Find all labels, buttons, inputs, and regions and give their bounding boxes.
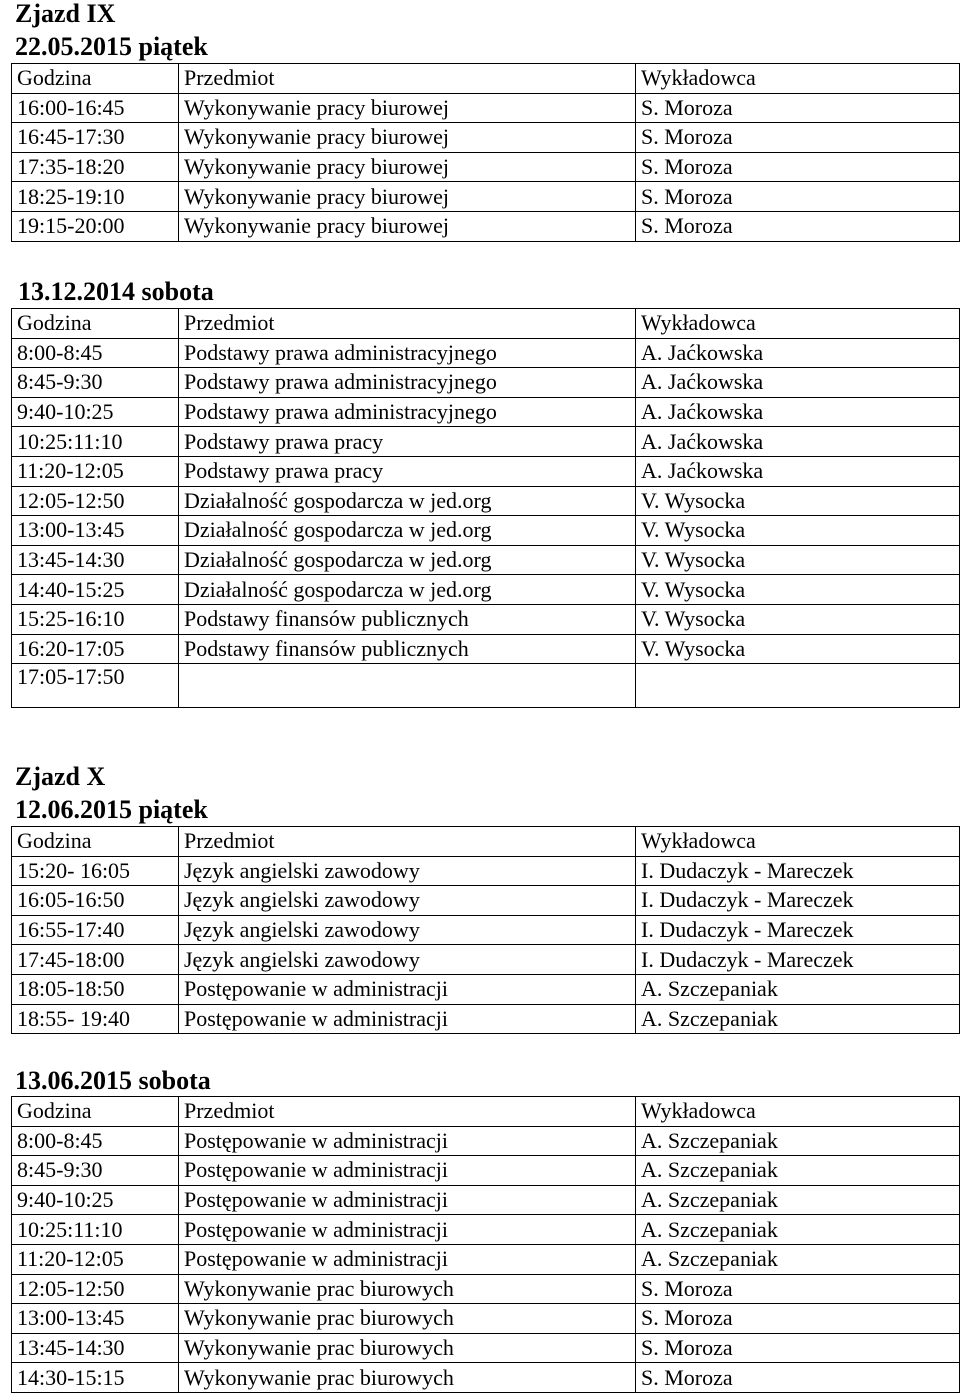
subject-cell: Postępowanie w administracji xyxy=(179,1126,636,1156)
subject-cell: Język angielski zawodowy xyxy=(179,886,636,916)
subject-cell: Postępowanie w administracji xyxy=(179,1004,636,1034)
time-cell: 18:05-18:50 xyxy=(12,974,179,1004)
header-godzina: Godzina xyxy=(12,827,179,857)
time-cell: 14:40-15:25 xyxy=(12,575,179,605)
lecturer-cell: A. Jaćkowska xyxy=(636,368,960,398)
table-row xyxy=(12,974,960,1004)
lecturer-cell: V. Wysocka xyxy=(636,604,960,634)
table-header-row xyxy=(12,1097,960,1127)
table-row xyxy=(12,368,960,398)
subject-cell: Wykonywanie prac biurowych xyxy=(179,1333,636,1363)
subject-cell: Działalność gospodarcza w jed.org xyxy=(179,545,636,575)
header-przedmiot: Przedmiot xyxy=(179,64,636,94)
table-row xyxy=(12,664,960,708)
header-wykladowca: Wykładowca xyxy=(636,1097,960,1127)
table-row xyxy=(12,915,960,945)
subject-cell: Podstawy prawa pracy xyxy=(179,456,636,486)
header-godzina: Godzina xyxy=(12,309,179,339)
lecturer-cell: V. Wysocka xyxy=(636,545,960,575)
lecturer-cell: S. Moroza xyxy=(636,123,960,153)
table-row xyxy=(12,1333,960,1363)
subject-cell: Działalność gospodarcza w jed.org xyxy=(179,575,636,605)
lecturer-cell: S. Moroza xyxy=(636,182,960,212)
time-cell: 13:00-13:45 xyxy=(12,516,179,546)
lecturer-cell: S. Moroza xyxy=(636,1363,960,1393)
table-row xyxy=(12,123,960,153)
table-header-row xyxy=(12,827,960,857)
table-row xyxy=(12,604,960,634)
time-cell: 14:30-15:15 xyxy=(12,1363,179,1393)
table-row xyxy=(12,1274,960,1304)
lecturer-cell: V. Wysocka xyxy=(636,634,960,664)
table-row xyxy=(12,93,960,123)
time-cell: 19:15-20:00 xyxy=(12,211,179,241)
subject-cell: Wykonywanie prac biurowych xyxy=(179,1304,636,1334)
subject-cell: Wykonywanie prac biurowych xyxy=(179,1363,636,1393)
table-row xyxy=(12,1126,960,1156)
time-cell: 17:35-18:20 xyxy=(12,152,179,182)
time-cell: 15:20- 16:05 xyxy=(12,856,179,886)
table-row xyxy=(12,545,960,575)
lecturer-cell: A. Jaćkowska xyxy=(636,456,960,486)
subject-cell: Wykonywanie prac biurowych xyxy=(179,1274,636,1304)
table-row xyxy=(12,182,960,212)
subject-cell: Podstawy finansów publicznych xyxy=(179,634,636,664)
time-cell: 15:25-16:10 xyxy=(12,604,179,634)
schedule-table xyxy=(11,308,960,708)
lecturer-cell: A. Jaćkowska xyxy=(636,427,960,457)
table-row xyxy=(12,1156,960,1186)
lecturer-cell: S. Moroza xyxy=(636,1304,960,1334)
lecturer-cell: A. Jaćkowska xyxy=(636,397,960,427)
header-wykladowca: Wykładowca xyxy=(636,309,960,339)
header-godzina: Godzina xyxy=(12,64,179,94)
lecturer-cell: A. Szczepaniak xyxy=(636,1004,960,1034)
table-row xyxy=(12,1004,960,1034)
table-row xyxy=(12,886,960,916)
subject-cell: Język angielski zawodowy xyxy=(179,915,636,945)
subject-cell: Podstawy prawa administracyjnego xyxy=(179,397,636,427)
time-cell: 16:00-16:45 xyxy=(12,93,179,123)
table-row xyxy=(12,575,960,605)
lecturer-cell: I. Dudaczyk - Mareczek xyxy=(636,856,960,886)
header-przedmiot: Przedmiot xyxy=(179,309,636,339)
subject-cell: Działalność gospodarcza w jed.org xyxy=(179,516,636,546)
table-row xyxy=(12,152,960,182)
header-przedmiot: Przedmiot xyxy=(179,827,636,857)
lecturer-cell: I. Dudaczyk - Mareczek xyxy=(636,945,960,975)
lecturer-cell: A. Szczepaniak xyxy=(636,974,960,1004)
subject-cell: Postępowanie w administracji xyxy=(179,974,636,1004)
time-cell: 11:20-12:05 xyxy=(12,456,179,486)
lecturer-cell: A. Szczepaniak xyxy=(636,1126,960,1156)
subject-cell: Wykonywanie pracy biurowej xyxy=(179,93,636,123)
table-row xyxy=(12,456,960,486)
subject-cell: Podstawy prawa administracyjnego xyxy=(179,338,636,368)
lecturer-cell: A. Szczepaniak xyxy=(636,1215,960,1245)
table-row xyxy=(12,1304,960,1334)
subject-cell: Wykonywanie pracy biurowej xyxy=(179,211,636,241)
subject-cell: Podstawy finansów publicznych xyxy=(179,604,636,634)
subject-cell: Podstawy prawa pracy xyxy=(179,427,636,457)
time-cell: 17:05-17:50 xyxy=(12,664,179,708)
time-cell: 17:45-18:00 xyxy=(12,945,179,975)
table-row xyxy=(12,1363,960,1393)
subject-cell: Język angielski zawodowy xyxy=(179,856,636,886)
lecturer-cell: I. Dudaczyk - Mareczek xyxy=(636,915,960,945)
table-header-row xyxy=(12,309,960,339)
header-przedmiot: Przedmiot xyxy=(179,1097,636,1127)
header-godzina: Godzina xyxy=(12,1097,179,1127)
time-cell: 13:45-14:30 xyxy=(12,545,179,575)
lecturer-cell: S. Moroza xyxy=(636,211,960,241)
table-row xyxy=(12,945,960,975)
lecturer-cell: S. Moroza xyxy=(636,152,960,182)
session-date: 13.12.2014 sobota xyxy=(18,277,214,306)
lecturer-cell: V. Wysocka xyxy=(636,486,960,516)
lecturer-cell: S. Moroza xyxy=(636,1274,960,1304)
subject-cell: Wykonywanie pracy biurowej xyxy=(179,123,636,153)
time-cell: 8:00-8:45 xyxy=(12,1126,179,1156)
time-cell: 12:05-12:50 xyxy=(12,1274,179,1304)
zjazd-title: Zjazd X xyxy=(15,762,106,791)
subject-cell: Postępowanie w administracji xyxy=(179,1185,636,1215)
time-cell: 8:45-9:30 xyxy=(12,368,179,398)
subject-cell: Postępowanie w administracji xyxy=(179,1244,636,1274)
session-date: 12.06.2015 piątek xyxy=(15,795,208,824)
lecturer-cell: S. Moroza xyxy=(636,93,960,123)
time-cell: 9:40-10:25 xyxy=(12,1185,179,1215)
table-row xyxy=(12,427,960,457)
table-row xyxy=(12,1215,960,1245)
table-row xyxy=(12,1185,960,1215)
table-row xyxy=(12,856,960,886)
lecturer-cell xyxy=(636,664,960,708)
lecturer-cell: V. Wysocka xyxy=(636,575,960,605)
schedule-table xyxy=(11,826,960,1034)
time-cell: 10:25:11:10 xyxy=(12,1215,179,1245)
time-cell: 8:45-9:30 xyxy=(12,1156,179,1186)
table-row xyxy=(12,634,960,664)
lecturer-cell: A. Jaćkowska xyxy=(636,338,960,368)
time-cell: 13:45-14:30 xyxy=(12,1333,179,1363)
time-cell: 16:45-17:30 xyxy=(12,123,179,153)
table-row xyxy=(12,397,960,427)
table-row xyxy=(12,486,960,516)
table-row xyxy=(12,211,960,241)
time-cell: 11:20-12:05 xyxy=(12,1244,179,1274)
subject-cell: Podstawy prawa administracyjnego xyxy=(179,368,636,398)
table-row xyxy=(12,338,960,368)
time-cell: 10:25:11:10 xyxy=(12,427,179,457)
lecturer-cell: V. Wysocka xyxy=(636,516,960,546)
table-row xyxy=(12,516,960,546)
time-cell: 18:25-19:10 xyxy=(12,182,179,212)
subject-cell: Wykonywanie pracy biurowej xyxy=(179,182,636,212)
time-cell: 16:20-17:05 xyxy=(12,634,179,664)
time-cell: 16:55-17:40 xyxy=(12,915,179,945)
lecturer-cell: A. Szczepaniak xyxy=(636,1244,960,1274)
time-cell: 18:55- 19:40 xyxy=(12,1004,179,1034)
lecturer-cell: S. Moroza xyxy=(636,1333,960,1363)
time-cell: 12:05-12:50 xyxy=(12,486,179,516)
lecturer-cell: I. Dudaczyk - Mareczek xyxy=(636,886,960,916)
table-header-row xyxy=(12,64,960,94)
subject-cell: Postępowanie w administracji xyxy=(179,1215,636,1245)
table-row xyxy=(12,1244,960,1274)
header-wykladowca: Wykładowca xyxy=(636,827,960,857)
lecturer-cell: A. Szczepaniak xyxy=(636,1156,960,1186)
session-date: 22.05.2015 piątek xyxy=(15,32,208,61)
subject-cell: Wykonywanie pracy biurowej xyxy=(179,152,636,182)
lecturer-cell: A. Szczepaniak xyxy=(636,1185,960,1215)
subject-cell: Postępowanie w administracji xyxy=(179,1156,636,1186)
header-wykladowca: Wykładowca xyxy=(636,64,960,94)
schedule-table xyxy=(11,1096,960,1393)
time-cell: 9:40-10:25 xyxy=(12,397,179,427)
session-date: 13.06.2015 sobota xyxy=(15,1066,211,1095)
zjazd-title: Zjazd IX xyxy=(15,0,116,28)
subject-cell xyxy=(179,664,636,708)
schedule-table xyxy=(11,63,960,242)
time-cell: 8:00-8:45 xyxy=(12,338,179,368)
time-cell: 13:00-13:45 xyxy=(12,1304,179,1334)
subject-cell: Język angielski zawodowy xyxy=(179,945,636,975)
subject-cell: Działalność gospodarcza w jed.org xyxy=(179,486,636,516)
time-cell: 16:05-16:50 xyxy=(12,886,179,916)
